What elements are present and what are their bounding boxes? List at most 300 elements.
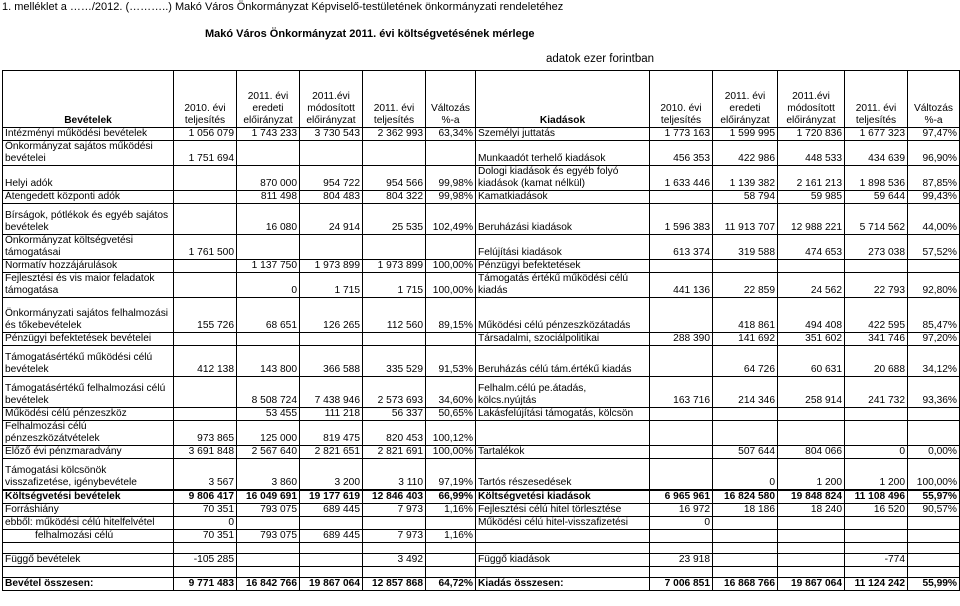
- table-row: [3, 567, 960, 578]
- top-note: 1. melléklet a ……/2012. (………..) Makó Város Önkormányzat Képviselő-testületének önkormányzati rendeletéhez: [2, 1, 564, 13]
- table-row: [3, 530, 960, 543]
- expense-value: 55,97%: [908, 490, 960, 504]
- revenue-value: 1 973 899: [300, 260, 363, 273]
- expense-value: 93,36%: [908, 377, 960, 408]
- expense-label: Társadalmi, szociálpolitikai: [476, 333, 650, 346]
- revenue-value: 70 351: [174, 504, 237, 517]
- revenue-value: 56 337: [363, 408, 426, 421]
- expense-value: 0: [650, 517, 713, 530]
- revenue-value: 7 973: [363, 530, 426, 543]
- revenue-value: 7 438 946: [300, 377, 363, 408]
- revenue-value: 1 056 079: [174, 128, 237, 141]
- revenue-label: Felhalmozási célú pénzeszközátvételek: [3, 421, 174, 446]
- expense-value: 1 139 382: [713, 166, 778, 191]
- expense-value: 474 653: [778, 235, 845, 260]
- unit-note: adatok ezer forintban: [546, 53, 655, 65]
- revenue-value: 125 000: [237, 421, 300, 446]
- table-row: [3, 543, 960, 554]
- expense-value: [908, 567, 960, 578]
- header-2011-eredeti-k: 2011. évi eredeti előirányzat: [713, 71, 778, 128]
- revenue-value: 97,19%: [426, 459, 476, 491]
- revenue-value: 3 691 848: [174, 446, 237, 459]
- expense-value: [778, 567, 845, 578]
- expense-value: 19 867 064: [778, 578, 845, 591]
- expense-value: 273 038: [845, 235, 908, 260]
- expense-value: 241 732: [845, 377, 908, 408]
- expense-value: 19 848 824: [778, 490, 845, 504]
- expense-label: [476, 530, 650, 543]
- expense-value: 16 824 580: [713, 490, 778, 504]
- expense-value: 214 346: [713, 377, 778, 408]
- revenue-value: 34,60%: [426, 377, 476, 408]
- revenue-value: 819 475: [300, 421, 363, 446]
- expense-label: [476, 421, 650, 446]
- revenue-value: [174, 543, 237, 554]
- expense-value: 141 692: [713, 333, 778, 346]
- expense-value: 613 374: [650, 235, 713, 260]
- revenue-value: 1 761 500: [174, 235, 237, 260]
- table-row: [3, 517, 960, 530]
- expense-value: [778, 530, 845, 543]
- revenue-value: 2 362 993: [363, 128, 426, 141]
- revenue-label: Fejlesztési és vis maior feladatok támogatása: [3, 273, 174, 298]
- expense-value: 0: [713, 459, 778, 491]
- expense-value: 34,12%: [908, 346, 960, 377]
- expense-value: [908, 421, 960, 446]
- revenue-value: [174, 273, 237, 298]
- expense-value: 57,52%: [908, 235, 960, 260]
- revenue-value: [363, 517, 426, 530]
- revenue-value: 100,00%: [426, 260, 476, 273]
- balance-table: [2, 70, 960, 591]
- expense-value: 97,47%: [908, 128, 960, 141]
- revenue-value: 2 567 640: [237, 446, 300, 459]
- revenue-value: 126 265: [300, 298, 363, 333]
- revenue-label: Önkormányzati sajátos felhalmozási és tőkebevételek: [3, 298, 174, 333]
- expense-value: 1 596 383: [650, 204, 713, 235]
- revenue-value: 3 200: [300, 459, 363, 491]
- expense-label: Munkaadót terhelő kiadások: [476, 141, 650, 166]
- expense-value: 60 631: [778, 346, 845, 377]
- expense-value: [713, 260, 778, 273]
- expense-label: Beruházás célú tám.értékű kiadás: [476, 346, 650, 377]
- expense-value: 100,00%: [908, 459, 960, 491]
- expense-value: 16 868 766: [713, 578, 778, 591]
- table-row: [3, 504, 960, 517]
- expense-value: 96,90%: [908, 141, 960, 166]
- table-row: [3, 260, 960, 273]
- revenue-value: 7 973: [363, 504, 426, 517]
- expense-value: 804 066: [778, 446, 845, 459]
- table-row: [3, 273, 960, 298]
- revenue-value: [174, 408, 237, 421]
- expense-value: 16 972: [650, 504, 713, 517]
- header-2011-modositott-k: 2011.évi módosított előirányzat: [778, 71, 845, 128]
- revenue-value: [300, 567, 363, 578]
- expense-label: Felújítási kiadások: [476, 235, 650, 260]
- expense-value: [713, 517, 778, 530]
- revenue-value: 1 715: [300, 273, 363, 298]
- revenue-value: 0: [174, 517, 237, 530]
- expense-value: 11 124 242: [845, 578, 908, 591]
- revenue-label: Helyi adók: [3, 166, 174, 191]
- revenue-value: 973 865: [174, 421, 237, 446]
- expense-value: 448 533: [778, 141, 845, 166]
- table-row: [3, 446, 960, 459]
- expense-label: Tartós részesedések: [476, 459, 650, 491]
- expense-value: [650, 191, 713, 204]
- revenue-value: [363, 543, 426, 554]
- expense-value: 11 108 496: [845, 490, 908, 504]
- expense-label: Fejlesztési célú hitel törlesztése: [476, 504, 650, 517]
- revenue-value: 954 722: [300, 166, 363, 191]
- revenue-value: 12 846 403: [363, 490, 426, 504]
- revenue-value: 1,16%: [426, 530, 476, 543]
- revenue-value: [426, 543, 476, 554]
- expense-value: [778, 554, 845, 567]
- expense-label: Felhalm.célú pe.átadás, kölcs.nyújtás: [476, 377, 650, 408]
- expense-value: 23 918: [650, 554, 713, 567]
- expense-value: [650, 567, 713, 578]
- expense-value: 1 200: [778, 459, 845, 491]
- revenue-label: Előző évi pénzmaradvány: [3, 446, 174, 459]
- expense-value: [650, 408, 713, 421]
- table-body: [3, 71, 960, 591]
- expense-value: 92,80%: [908, 273, 960, 298]
- revenue-value: 66,99%: [426, 490, 476, 504]
- revenue-label: Forráshiány: [3, 504, 174, 517]
- revenue-value: [426, 567, 476, 578]
- page-title: Makó Város Önkormányzat 2011. évi költségvetésének mérlege: [205, 28, 535, 40]
- revenue-value: 2 821 651: [300, 446, 363, 459]
- expense-label: Kamatkiadások: [476, 191, 650, 204]
- expense-value: 163 716: [650, 377, 713, 408]
- revenue-value: 16 842 766: [237, 578, 300, 591]
- table-row: [3, 346, 960, 377]
- expense-value: 418 861: [713, 298, 778, 333]
- revenue-value: 68 651: [237, 298, 300, 333]
- header-2010: 2010. évi teljesítés: [174, 71, 237, 128]
- revenue-value: [300, 333, 363, 346]
- revenue-value: 1,16%: [426, 504, 476, 517]
- expense-value: 20 688: [845, 346, 908, 377]
- revenue-value: [426, 333, 476, 346]
- expense-value: [650, 459, 713, 491]
- expense-value: 434 639: [845, 141, 908, 166]
- revenue-value: [363, 567, 426, 578]
- expense-value: 58 794: [713, 191, 778, 204]
- revenue-value: [426, 554, 476, 567]
- revenue-value: 64,72%: [426, 578, 476, 591]
- revenue-value: 89,15%: [426, 298, 476, 333]
- expense-value: 97,20%: [908, 333, 960, 346]
- header-2011-teljesites-k: 2011. évi teljesítés: [845, 71, 908, 128]
- expense-value: 59 985: [778, 191, 845, 204]
- revenue-value: 143 800: [237, 346, 300, 377]
- table-row: [3, 235, 960, 260]
- revenue-value: 111 218: [300, 408, 363, 421]
- expense-label: Beruházási kiadások: [476, 204, 650, 235]
- revenue-value: [363, 235, 426, 260]
- revenue-value: [300, 517, 363, 530]
- revenue-value: [237, 141, 300, 166]
- expense-value: 55,99%: [908, 578, 960, 591]
- table-row: [3, 191, 960, 204]
- table-row: [3, 204, 960, 235]
- table-row: [3, 377, 960, 408]
- revenue-value: 804 322: [363, 191, 426, 204]
- table-row: [3, 421, 960, 446]
- expense-value: [650, 421, 713, 446]
- expense-value: 44,00%: [908, 204, 960, 235]
- revenue-value: 1 137 750: [237, 260, 300, 273]
- table-row: [3, 408, 960, 421]
- revenue-value: [174, 191, 237, 204]
- revenue-value: 689 445: [300, 530, 363, 543]
- revenue-value: 99,98%: [426, 166, 476, 191]
- revenue-value: [174, 204, 237, 235]
- revenue-value: 12 857 868: [363, 578, 426, 591]
- expense-value: 1 677 323: [845, 128, 908, 141]
- expense-value: [845, 530, 908, 543]
- revenue-value: 954 566: [363, 166, 426, 191]
- expense-label: Pénzügyi befektetések: [476, 260, 650, 273]
- revenue-value: 3 860: [237, 459, 300, 491]
- header-2011-eredeti: 2011. évi eredeti előirányzat: [237, 71, 300, 128]
- expense-value: 1 720 836: [778, 128, 845, 141]
- revenue-value: [174, 333, 237, 346]
- header-kiadasok: Kiadások: [476, 71, 650, 128]
- expense-label: [476, 543, 650, 554]
- expense-value: [908, 554, 960, 567]
- revenue-value: 8 508 724: [237, 377, 300, 408]
- expense-label: Lakásfelújítási támogatás, kölcsön: [476, 408, 650, 421]
- revenue-value: 366 588: [300, 346, 363, 377]
- revenue-value: 3 492: [363, 554, 426, 567]
- revenue-label: [3, 567, 174, 578]
- expense-label: Dologi kiadások és egyéb folyó kiadások (kamat nélkül): [476, 166, 650, 191]
- revenue-value: 1 715: [363, 273, 426, 298]
- expense-value: 341 746: [845, 333, 908, 346]
- expense-value: [650, 446, 713, 459]
- revenue-value: 0: [237, 273, 300, 298]
- table-row: [3, 459, 960, 491]
- revenue-value: 112 560: [363, 298, 426, 333]
- expense-value: 18 240: [778, 504, 845, 517]
- revenue-value: 53 455: [237, 408, 300, 421]
- expense-value: -774: [845, 554, 908, 567]
- expense-value: 0,00%: [908, 446, 960, 459]
- revenue-value: [174, 567, 237, 578]
- revenue-value: [237, 567, 300, 578]
- header-valtozas-k: Változás %-a: [908, 71, 960, 128]
- expense-value: [845, 567, 908, 578]
- expense-value: [713, 554, 778, 567]
- expense-value: [845, 408, 908, 421]
- expense-value: [650, 530, 713, 543]
- revenue-label: Működési célú pénzeszköz: [3, 408, 174, 421]
- expense-value: 0: [845, 446, 908, 459]
- revenue-value: [174, 260, 237, 273]
- header-valtozas: Változás %-a: [426, 71, 476, 128]
- revenue-value: 70 351: [174, 530, 237, 543]
- revenue-value: [237, 554, 300, 567]
- revenue-label: Támogatásértékű működési célú bevételek: [3, 346, 174, 377]
- expense-value: [650, 346, 713, 377]
- expense-value: 1 773 163: [650, 128, 713, 141]
- revenue-value: [426, 141, 476, 166]
- expense-value: [778, 260, 845, 273]
- revenue-value: [363, 333, 426, 346]
- revenue-value: 804 483: [300, 191, 363, 204]
- header-2011-teljesites: 2011. évi teljesítés: [363, 71, 426, 128]
- expense-value: 59 644: [845, 191, 908, 204]
- revenue-value: [426, 235, 476, 260]
- expense-value: [778, 421, 845, 446]
- expense-value: [650, 543, 713, 554]
- revenue-value: [300, 235, 363, 260]
- revenue-value: 9 771 483: [174, 578, 237, 591]
- expense-value: 22 793: [845, 273, 908, 298]
- expense-value: 288 390: [650, 333, 713, 346]
- header-2010-k: 2010. évi teljesítés: [650, 71, 713, 128]
- revenue-value: [237, 235, 300, 260]
- revenue-label: Intézményi működési bevételek: [3, 128, 174, 141]
- revenue-label: Pénzügyi befektetések bevételei: [3, 333, 174, 346]
- revenue-value: [426, 517, 476, 530]
- expense-value: 494 408: [778, 298, 845, 333]
- expense-value: [713, 543, 778, 554]
- expense-value: [908, 408, 960, 421]
- expense-value: [713, 421, 778, 446]
- revenue-label: Költségvetési bevételek: [3, 490, 174, 504]
- expense-label: Tartalékok: [476, 446, 650, 459]
- revenue-label: Átengedett központi adók: [3, 191, 174, 204]
- expense-value: [713, 408, 778, 421]
- expense-value: [650, 260, 713, 273]
- revenue-value: 25 535: [363, 204, 426, 235]
- table-row: [3, 166, 960, 191]
- revenue-value: 100,00%: [426, 446, 476, 459]
- expense-value: 87,85%: [908, 166, 960, 191]
- revenue-value: 91,53%: [426, 346, 476, 377]
- expense-value: [778, 543, 845, 554]
- expense-value: 351 602: [778, 333, 845, 346]
- revenue-value: 102,49%: [426, 204, 476, 235]
- expense-label: Költségvetési kiadások: [476, 490, 650, 504]
- revenue-value: 3 730 543: [300, 128, 363, 141]
- revenue-value: 24 914: [300, 204, 363, 235]
- expense-label: Működési célú hitel-visszafizetési: [476, 517, 650, 530]
- revenue-value: 1 751 694: [174, 141, 237, 166]
- header-bevetelek: Bevételek: [3, 71, 174, 128]
- expense-value: 5 714 562: [845, 204, 908, 235]
- revenue-value: 3 567: [174, 459, 237, 491]
- expense-value: 1 200: [845, 459, 908, 491]
- revenue-value: 1 973 899: [363, 260, 426, 273]
- revenue-value: 9 806 417: [174, 490, 237, 504]
- expense-value: 1 898 536: [845, 166, 908, 191]
- revenue-value: 19 867 064: [300, 578, 363, 591]
- revenue-label: Bevétel összesen:: [3, 578, 174, 591]
- expense-value: [845, 543, 908, 554]
- revenue-label: Önkormányzat költségvetési támogatásai: [3, 235, 174, 260]
- revenue-value: 793 075: [237, 530, 300, 543]
- expense-value: 12 988 221: [778, 204, 845, 235]
- revenue-value: 793 075: [237, 504, 300, 517]
- revenue-value: 870 000: [237, 166, 300, 191]
- expense-label: Támogatás értékű működési célú kiadás: [476, 273, 650, 298]
- expense-value: 6 965 961: [650, 490, 713, 504]
- revenue-value: 335 529: [363, 346, 426, 377]
- revenue-value: [174, 377, 237, 408]
- revenue-value: 99,98%: [426, 191, 476, 204]
- expense-value: 456 353: [650, 141, 713, 166]
- expense-value: [908, 517, 960, 530]
- expense-value: [845, 517, 908, 530]
- expense-value: 16 520: [845, 504, 908, 517]
- revenue-label: Normatív hozzájárulások: [3, 260, 174, 273]
- header-row: [3, 71, 960, 128]
- revenue-label: ebből: működési célú hitelfelvétel: [3, 517, 174, 530]
- revenue-value: [174, 166, 237, 191]
- expense-value: 22 859: [713, 273, 778, 298]
- expense-value: [778, 408, 845, 421]
- table-row: [3, 298, 960, 333]
- table-row: [3, 490, 960, 504]
- revenue-value: 689 445: [300, 504, 363, 517]
- expense-value: 7 006 851: [650, 578, 713, 591]
- expense-value: 2 161 213: [778, 166, 845, 191]
- revenue-value: 155 726: [174, 298, 237, 333]
- expense-value: [845, 260, 908, 273]
- revenue-label: Támogatásértékű felhalmozási célú bevételek: [3, 377, 174, 408]
- expense-label: [476, 567, 650, 578]
- expense-label: Működési célú pénzeszközátadás: [476, 298, 650, 333]
- revenue-value: 2 821 691: [363, 446, 426, 459]
- expense-value: 1 599 995: [713, 128, 778, 141]
- expense-value: 11 913 707: [713, 204, 778, 235]
- table-row: [3, 554, 960, 567]
- revenue-value: [237, 543, 300, 554]
- expense-value: 441 136: [650, 273, 713, 298]
- expense-value: [713, 530, 778, 543]
- expense-value: [650, 298, 713, 333]
- revenue-value: [363, 141, 426, 166]
- expense-value: 507 644: [713, 446, 778, 459]
- expense-value: 99,43%: [908, 191, 960, 204]
- table-row: [3, 578, 960, 591]
- header-2011-modositott: 2011.évi módosított előirányzat: [300, 71, 363, 128]
- expense-value: 258 914: [778, 377, 845, 408]
- expense-value: 422 595: [845, 298, 908, 333]
- revenue-label: Függő bevételek: [3, 554, 174, 567]
- revenue-value: -105 285: [174, 554, 237, 567]
- revenue-value: [300, 543, 363, 554]
- expense-value: 85,47%: [908, 298, 960, 333]
- revenue-value: 16 049 691: [237, 490, 300, 504]
- expense-value: [908, 543, 960, 554]
- expense-value: [845, 421, 908, 446]
- expense-label: Kiadás összesen:: [476, 578, 650, 591]
- expense-value: [908, 260, 960, 273]
- revenue-label: [3, 543, 174, 554]
- expense-value: 18 186: [713, 504, 778, 517]
- expense-value: 64 726: [713, 346, 778, 377]
- revenue-value: 50,65%: [426, 408, 476, 421]
- revenue-value: 100,12%: [426, 421, 476, 446]
- revenue-value: [237, 517, 300, 530]
